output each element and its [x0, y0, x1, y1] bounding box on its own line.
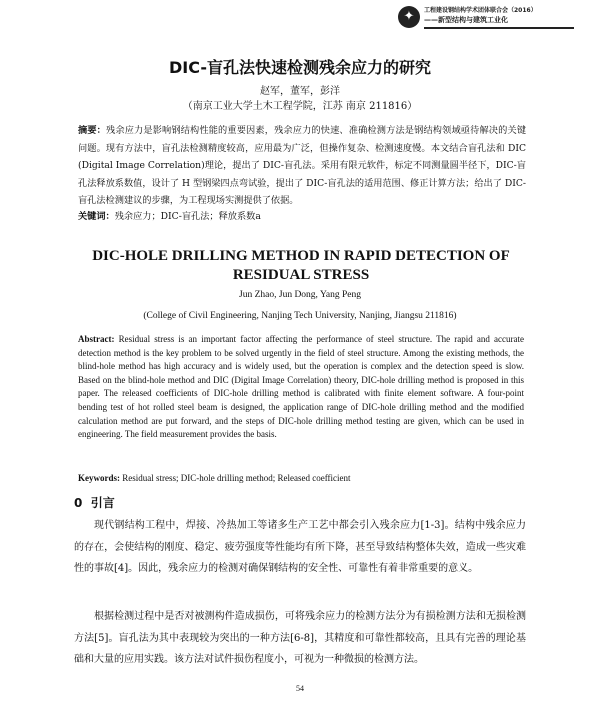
- header-rule: [424, 27, 574, 29]
- chinese-abstract: [78, 122, 526, 210]
- english-title: DIC-HOLE DRILLING METHOD IN RAPID DETECTION OF RESIDUAL STRESS: [92, 248, 510, 283]
- english-abstract-label: Abstract:: [78, 334, 115, 344]
- running-header-line1: 工程建设钢结构学术团体联合会（2016）: [424, 7, 537, 14]
- chinese-affiliation: （南京工业大学土木工程学院，江苏 南京 211816）: [182, 101, 418, 112]
- body-paragraph-2: 根据检测过程中是否对被测构件造成损伤，可将残余应力的检测方法分为有损检测方法和无损检测方法[5]。盲孔法为其中表现较为突出的一种方法[6-8]，其精度和可靠性都较高，且具有完善的理论基础和大量的应用实践。该方法对试件损伤程度小，可视为一种微损的检测方法。: [74, 611, 526, 665]
- publication-logo-icon: ✦: [398, 6, 420, 28]
- chinese-authors: 赵军，董军，彭洋: [260, 86, 340, 97]
- section-title: 引言: [90, 496, 115, 510]
- english-keywords: [78, 472, 524, 485]
- chinese-abstract-text: 残余应力是影响钢结构性能的重要因素，残余应力的快速、准确检测方法是钢结构领域亟待解决的关键问题。现有方法中，盲孔法检测精度较高，应用最为广泛，但操作复杂、检测速度慢。本文结合盲孔法和 DIC (Digital Image Correlation)理论，提出了 DIC-盲孔法。采用有限元软件，标定不同测量圆半径下，DIC-盲孔法释放系数值，设计了 H 型钢梁四点弯试验，提出了 DIC-盲孔法的适用范围、修正计算方法；给出了 DIC-盲孔法检测建议的步骤，为工程现场实测提供了依据。: [78, 125, 527, 206]
- chinese-title: DIC-盲孔法快速检测残余应力的研究: [169, 58, 431, 77]
- chinese-keywords-text: 残余应力；DIC-盲孔法；释放系数a: [114, 211, 261, 222]
- english-abstract-text: Residual stress is an important factor affecting the performance of steel structure. The rapid and accurate detection method is the key problem to be solved urgently in the field of steel structure. Among the existing methods, the blind-hole method has high accuracy and is widely used, but the operation is complex and the detection speed is slow. Based on the blind-hole method and DIC (Digital Image Correlation) theory, DIC-hole drilling method is proposed in this paper. The released coefficients of DIC-hole drilling method is calibrated with finite element software. A four-point bending test of hot rolled steel beam is designed, the application range of DIC-hole drilling method and the modified calculation method are put forward, and the steps of DIC-hole drilling method testing are given, which can be used in engineering. The field measurement provides the basis.: [78, 334, 525, 440]
- chinese-abstract-label: 摘要：: [78, 125, 107, 136]
- english-abstract: [78, 333, 524, 442]
- body-paragraph-1: 现代钢结构工程中，焊接、冷热加工等诸多生产工艺中都会引入残余应力[1-3]。结构中残余应力的存在，会使结构的刚度、稳定、疲劳强度等性能均有所下降，甚至导致结构整体失效，造成一些灾难性的事故[4]。因此，残余应力的检测对确保钢结构的安全性、可靠性有着非常重要的意义。: [74, 520, 526, 574]
- running-header: [424, 6, 594, 26]
- english-keywords-text: Residual stress; DIC-hole drilling method; Released coefficient: [122, 473, 351, 483]
- english-authors: Jun Zhao, Jun Dong, Yang Peng: [239, 290, 361, 300]
- chinese-keywords-label: 关键词：: [78, 211, 115, 222]
- chinese-keywords: [78, 210, 526, 224]
- section-heading-introduction: [74, 494, 115, 511]
- running-header-line2: ——新型结构与建筑工业化: [424, 16, 508, 24]
- section-number: 0: [74, 496, 83, 510]
- page-number: 54: [296, 684, 304, 693]
- english-keywords-label: Keywords:: [78, 473, 120, 483]
- english-affiliation: (College of Civil Engineering, Nanjing Tech University, Nanjing, Jiangsu 211816): [143, 311, 457, 321]
